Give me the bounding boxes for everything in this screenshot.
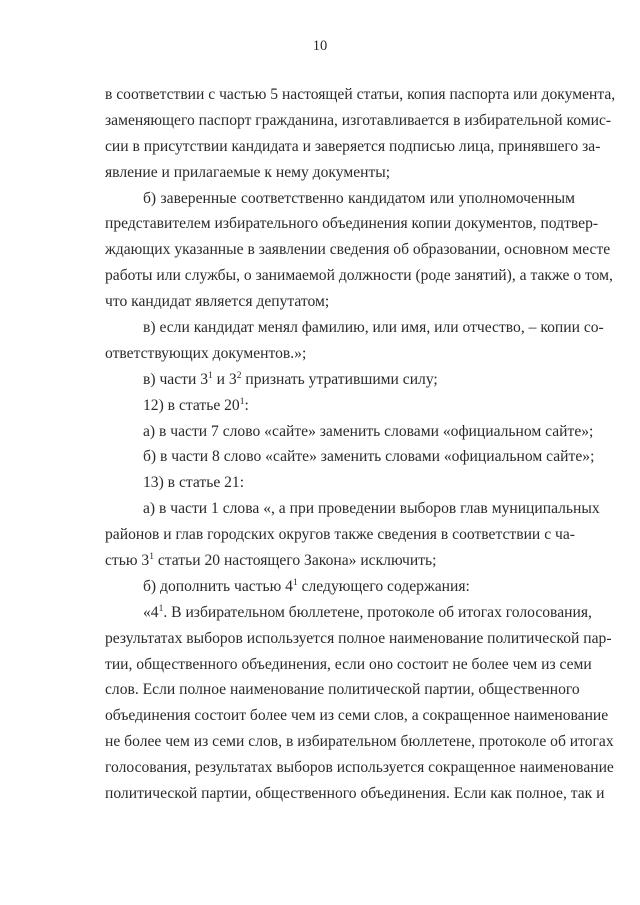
document-body — [105, 82, 616, 807]
text-line — [105, 781, 605, 807]
text-line — [105, 729, 614, 755]
text-segment: ответствующих документов.»; — [105, 344, 307, 362]
text-line — [105, 444, 595, 470]
text-line — [105, 367, 575, 393]
text-segment: 12) в статье 20 — [143, 396, 240, 414]
text-segment: : — [244, 396, 249, 414]
text-line — [105, 341, 575, 367]
text-line — [105, 496, 600, 522]
text-line — [105, 82, 616, 108]
text-segment: в) если кандидат менял фамилию, или имя, или отчество, – копии со- — [143, 319, 604, 337]
superscript: 1 — [239, 396, 245, 407]
text-segment: объединения состоит более чем из семи слов, а сокращенное наименование — [105, 707, 609, 725]
text-line — [105, 755, 614, 781]
text-segment: результатах выборов используется полное наименование политической пар- — [105, 629, 612, 647]
text-line — [105, 134, 601, 160]
text-segment: представителем избирательного объединения копии документов, подтвер- — [105, 215, 599, 233]
text-segment: статьи 20 настоящего Закона» исключить; — [153, 552, 437, 570]
text-line — [105, 652, 592, 678]
text-segment: а) в части 1 слова «, а при проведении выборов глав муниципальных — [143, 500, 600, 518]
text-segment: б) в части 8 слово «сайте» заменить словами «официальном сайте»; — [143, 448, 595, 466]
superscript: 1 — [149, 552, 154, 563]
text-line — [105, 211, 599, 237]
text-line — [105, 703, 609, 729]
text-line — [105, 522, 575, 548]
text-line — [105, 470, 575, 496]
text-segment: стью 3 — [105, 552, 150, 570]
page-number: 10 — [312, 38, 328, 54]
text-segment: б) заверенные соответственно кандидатом или уполномоченным — [143, 189, 575, 207]
text-segment: районов и глав городских округов также сведения в соответствии с ча- — [105, 526, 575, 544]
text-segment: признать утратившими силу; — [241, 370, 438, 388]
text-line — [105, 237, 611, 263]
text-segment: в соответствии с частью 5 настоящей статьи, копия паспорта или документа, — [105, 86, 616, 103]
superscript: 1 — [292, 577, 298, 588]
text-line — [105, 600, 592, 626]
text-line — [105, 263, 613, 289]
text-segment: слов. Если полное наименование политической партии, общественного — [105, 681, 580, 699]
text-segment: а) в части 7 слово «сайте» заменить словами «официальном сайте»; — [143, 422, 594, 440]
text-segment: голосования, результатах выборов используется сокращенное наименование — [105, 759, 614, 777]
text-line — [105, 315, 604, 341]
text-line — [105, 419, 594, 445]
superscript: 1 — [208, 370, 213, 381]
text-segment: политической партии, общественного объединения. Если как полное, так и — [105, 785, 605, 803]
text-line — [105, 548, 575, 574]
text-segment: не более чем из семи слов, в избирательном бюллетене, протоколе об итогах — [105, 733, 614, 751]
text-line — [105, 108, 612, 134]
superscript: 2 — [236, 370, 242, 381]
text-line — [105, 393, 575, 419]
text-segment: 13) в статье 21: — [143, 474, 245, 492]
text-segment: б) дополнить частью 4 — [143, 577, 293, 595]
text-line — [105, 574, 575, 600]
text-segment: явление и прилагаемые к нему документы; — [105, 163, 391, 181]
text-segment: в) части 3 — [143, 370, 208, 388]
text-segment: что кандидат является депутатом; — [105, 293, 330, 311]
text-segment: и 3 — [212, 370, 237, 388]
text-segment: сии в присутствии кандидата и заверяется подписью лица, принявшего за- — [105, 137, 601, 155]
text-line — [105, 186, 575, 212]
text-line — [105, 626, 612, 652]
text-segment: «4 — [143, 603, 159, 621]
text-segment: следующего содержания: — [297, 577, 470, 595]
text-line — [105, 160, 575, 186]
text-segment: заменяющего паспорт гражданина, изготавливается в избирательной комис- — [105, 111, 612, 129]
text-segment: . В избирательном бюллетене, протоколе об итогах голосования, — [163, 603, 592, 621]
text-line — [105, 677, 580, 703]
text-segment: тии, общественного объединения, если оно состоит не более чем из семи — [105, 655, 592, 673]
superscript: 1 — [158, 603, 164, 614]
text-segment: ждающих указанные в заявлении сведения об образовании, основном месте — [105, 241, 611, 259]
text-segment: работы или службы, о занимаемой должности (роде занятий), а также о том, — [105, 267, 613, 285]
text-line — [105, 289, 575, 315]
